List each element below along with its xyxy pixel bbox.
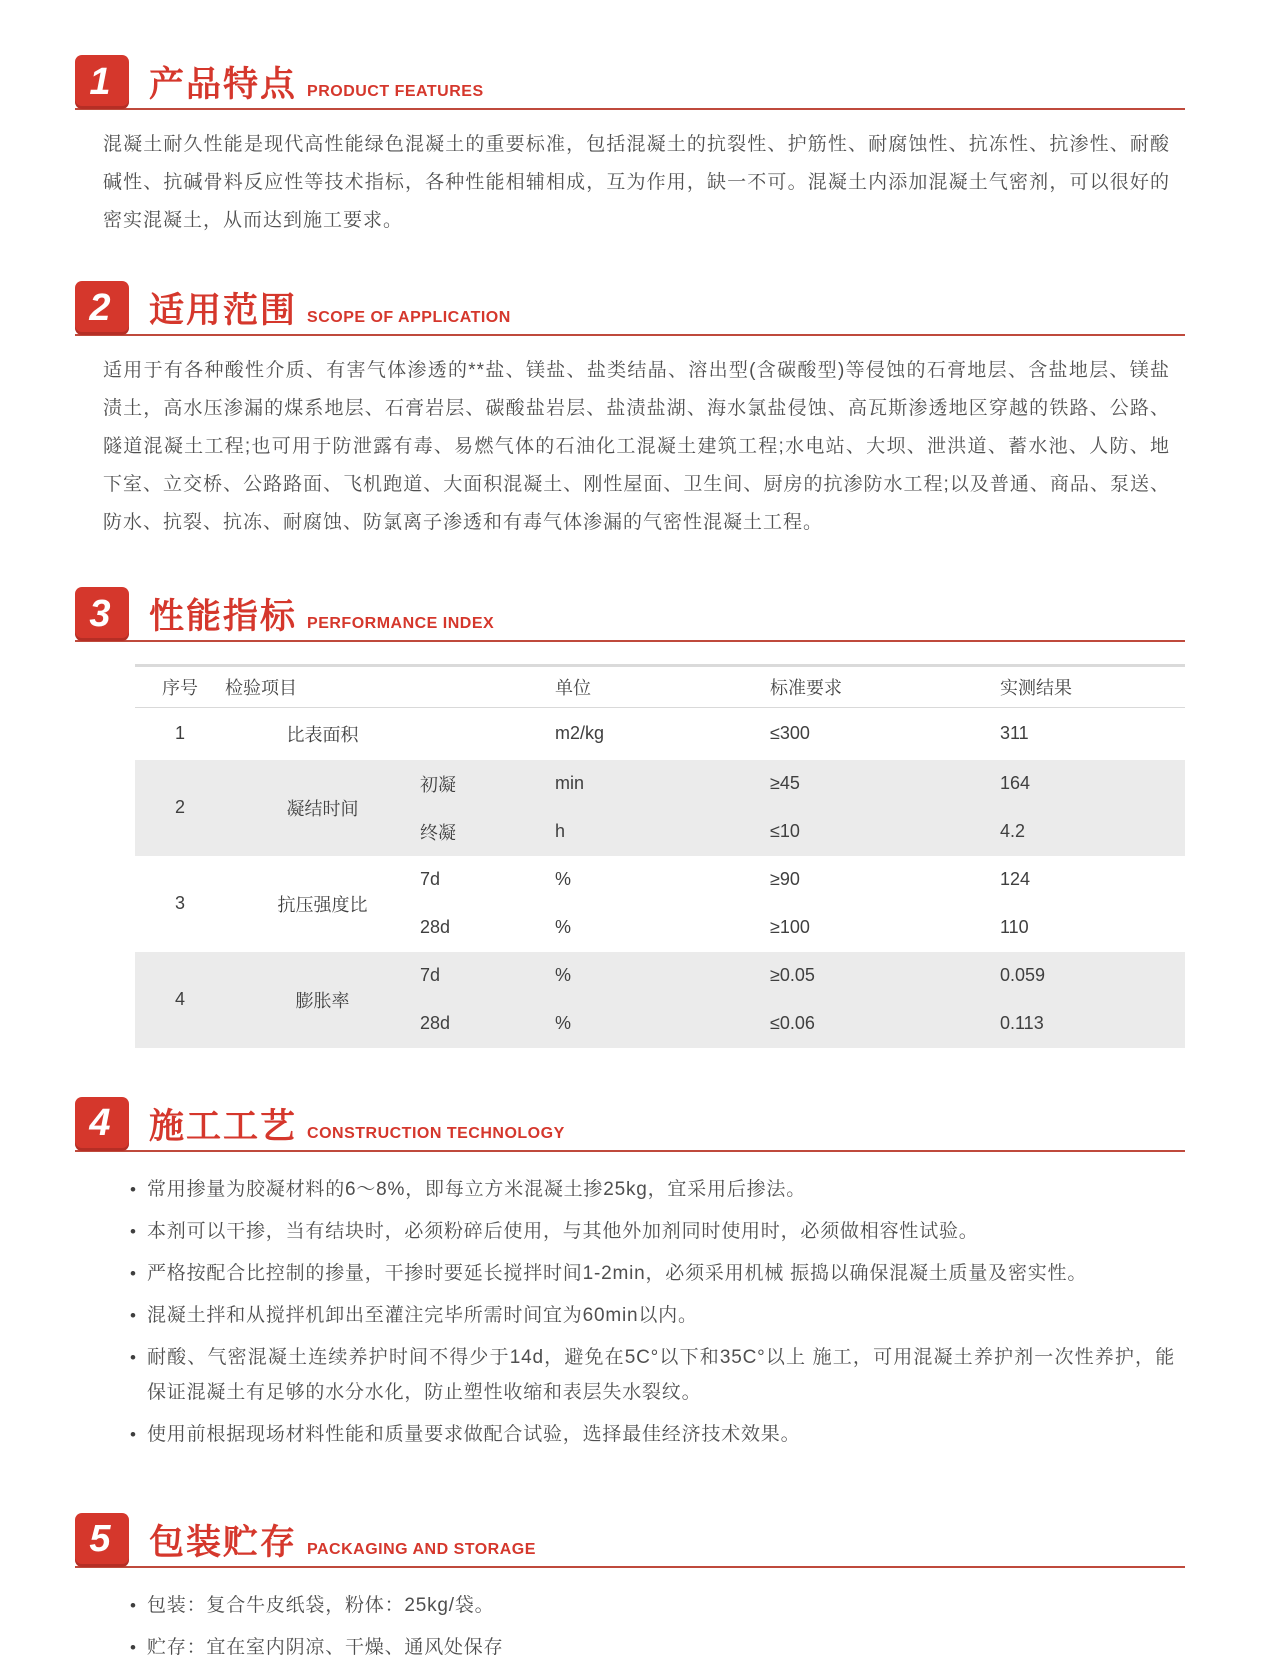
packaging-bullet-list (128, 1588, 1175, 1665)
header-cell-std: 标准要求 (770, 678, 842, 698)
section-2-header (75, 278, 1185, 336)
cell-sub: 7d (420, 965, 441, 985)
cell-item: 抗压强度比 (277, 894, 368, 915)
cell-std: ≤300 (770, 723, 810, 744)
section-4-title-cn: 施工工艺 (149, 1106, 298, 1146)
cell-sub: 28d (420, 917, 451, 937)
section-4-number-badge (75, 1097, 129, 1151)
cell-std: ≥90 (770, 869, 800, 889)
section-3-title-cn: 性能指标 (149, 597, 298, 636)
cell-item: 比表面积 (286, 724, 359, 745)
list-item: • 严格按配合比控制的掺量，干掺时要延长搅拌时间1-2min，必须采用机械 振捣以确保混凝土质量及密实性。 (128, 1256, 1175, 1291)
cell-std: ≥0.05 (770, 965, 815, 985)
cell-no: 2 (174, 797, 185, 817)
cell-result: 4.2 (1000, 821, 1026, 841)
header-cell-unit: 单位 (555, 678, 591, 698)
list-item: • 本剂可以干掺，当有结块时，必须粉碎后使用，与其他外加剂同时使用时，必须做相容性试验。 (128, 1214, 1175, 1249)
cell-result: 110 (1000, 917, 1029, 937)
header-cell-no: 序号 (162, 678, 198, 698)
cell-result: 0.113 (1000, 1013, 1044, 1033)
list-item: • 混凝土拌和从搅拌机卸出至灌注完毕所需时间宜为60min以内。 (128, 1298, 1175, 1333)
cell-result: 124 (1000, 869, 1031, 889)
section-1-number: 1 (89, 60, 111, 103)
section-1-paragraph: 混凝土耐久性能是现代高性能绿色混凝土的重要标准，包括混凝土的抗裂性、护筋性、耐腐蚀性、抗冻性、抗渗性、耐酸碱性、抗碱骨料反应性等技术指标，各种性能相辅相成，互为作用，缺一不可。混凝土内添加混凝土气密剂，可以很好的密实混凝土，从而达到施工要求。 (103, 134, 1170, 231)
section-5-number: 5 (89, 1518, 111, 1560)
section-2-number: 2 (89, 286, 111, 329)
list-item: • 耐酸、气密混凝土连续养护时间不得少于14d，避免在5C°以下和35C°以上 施工，可用混凝土养护剂一次性养护，能保证混凝土有足够的水分水化，防止塑性收缩和表层失水裂纹。 (128, 1340, 1175, 1410)
list-item: • 包装：复合牛皮纸袋，粉体：25kg/袋。 (128, 1588, 1175, 1623)
section-3-header (75, 584, 1185, 642)
section-5-title-cn: 包装贮存 (149, 1522, 298, 1562)
cell-std: ≥45 (770, 773, 800, 793)
section-5-number-badge (75, 1513, 129, 1567)
cell-no: 4 (174, 989, 185, 1009)
cell-sub: 终凝 (420, 822, 456, 843)
cell-std: ≤0.06 (770, 1013, 815, 1033)
section-1-header (75, 52, 1185, 110)
section-2-number-badge (75, 281, 129, 335)
section-4-header (75, 1094, 1185, 1152)
list-item: • 贮存：宜在室内阴凉、干燥、通风处保存 (128, 1630, 1175, 1665)
section-2-paragraph: 适用于有各种酸性介质、有害气体渗透的**盐、镁盐、盐类结晶、溶出型(含碳酸型)等侵蚀的石膏地层、含盐地层、镁盐渍土，高水压渗漏的煤系地层、石膏岩层、碳酸盐岩层、盐渍盐湖、海水氯盐侵蚀、高瓦斯渗透地区穿越的铁路、公路、隧道混凝土工程;也可用于防泄露有毒、易燃气体的石油化工混凝土建筑工程;水电站、大坝、泄洪道、蓄水池、人防、地下室、立交桥、公路路面、飞机跑道、大面积混凝土、刚性屋面、卫生间、厨房的抗渗防水工程;以及普通、商品、泵送、防水、抗裂、抗冻、耐腐蚀、防氯离子渗透和有毒气体渗漏的气密性混凝土工程。 (103, 360, 1170, 533)
section-3-number-badge (75, 587, 129, 641)
cell-unit: m2/kg (555, 723, 605, 744)
table-row (135, 708, 1185, 760)
section-2-title-cn: 适用范围 (149, 291, 298, 330)
cell-result: 0.059 (1000, 965, 1046, 985)
section-1-number-badge (75, 55, 129, 109)
section-2-title-en: SCOPE OF APPLICATION (307, 309, 511, 326)
cell-std: ≤10 (770, 821, 800, 841)
header-cell-item: 检验项目 (225, 678, 297, 698)
table-row (135, 856, 1185, 904)
list-item: • 使用前根据现场材料性能和质量要求做配合试验，选择最佳经济技术效果。 (128, 1417, 1175, 1452)
construction-bullet-list (128, 1172, 1175, 1452)
list-item: • 常用掺量为胶凝材料的6～8%，即每立方米混凝土掺25kg，宜采用后掺法。 (128, 1172, 1175, 1207)
section-5-header (75, 1510, 1185, 1568)
header-cell-empty (420, 666, 555, 708)
table-row (135, 760, 1185, 808)
cell-unit: % (555, 965, 572, 985)
cell-empty (420, 708, 555, 760)
cell-sub: 初凝 (420, 774, 456, 795)
cell-unit: % (555, 917, 572, 937)
section-4-number: 4 (89, 1102, 111, 1144)
section-4-title-en: CONSTRUCTION TECHNOLOGY (307, 1124, 565, 1142)
table-header-row (135, 666, 1185, 708)
cell-unit: min (555, 773, 585, 793)
cell-result: 311 (1000, 723, 1029, 744)
cell-no: 3 (174, 893, 185, 913)
cell-unit: h (555, 821, 566, 841)
section-3-title-en: PERFORMANCE INDEX (307, 615, 495, 632)
section-1-title-en: PRODUCT FEATURES (307, 83, 484, 100)
cell-no: 1 (174, 723, 185, 744)
cell-sub: 7d (420, 869, 441, 889)
header-cell-result: 实测结果 (1000, 678, 1072, 698)
cell-std: ≥100 (770, 917, 810, 937)
cell-unit: % (555, 869, 572, 889)
section-5-title-en: PACKAGING AND STORAGE (307, 1540, 536, 1558)
table-row (135, 952, 1185, 1000)
cell-sub: 28d (420, 1013, 451, 1033)
performance-table (135, 664, 1185, 1048)
cell-item: 膨胀率 (295, 990, 350, 1011)
cell-unit: % (555, 1013, 572, 1033)
cell-result: 164 (1000, 773, 1031, 793)
cell-item: 凝结时间 (286, 798, 359, 819)
section-3-number: 3 (89, 592, 111, 635)
section-1-title-cn: 产品特点 (149, 65, 298, 104)
